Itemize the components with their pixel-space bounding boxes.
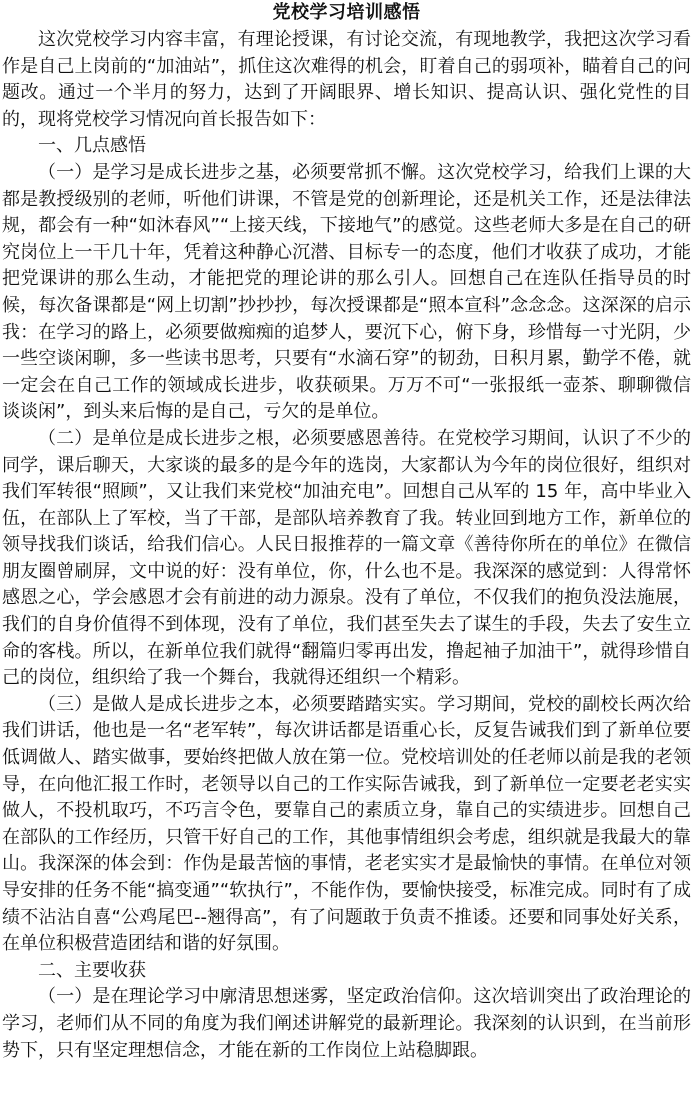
intro-paragraph: 这次党校学习内容丰富，有理论授课，有讨论交流，有现地教学，我把这次学习看作是自己上岗前的“加油站”，抓住这次难得的机会，盯着自己的弱项补，瞄着自己的问题改。通过一个半月的努力，达到了开阔眼界、增长知识、提高认识、强化党性的目的，现将党校学习情况向首长报告如下： (2, 29, 691, 130)
section1-paragraph-3: （三）是做人是成长进步之本，必须要踏踏实实。学习期间，党校的副校长两次给我们讲话，他也是一名“老军转”，每次讲话都是语重心长，反复告诫我们到了新单位要低调做人、踏实做事，要始终把做人放在第一位。党校培训处的任老师以前是我的老领导，在向他汇报工作时，老领导以自己的工作实际告诫我，到了新单位一定要老老实实做人，不投机取巧，不巧言令色，要靠自己的素质立身，靠自己的实绩进步。回想自己在部队的工作经历，只管干好自己的工作，其他事情组织会考虑，组织就是我最大的靠山。我深深的体会到：作伪是最苦恼的事情，老老实实才是最愉快的事情。在单位对领导安排的任务不能“搞变通”“软执行”，不能作伪，要愉快接受，标准完成。同时有了成绩不沾沾自喜“公鸡尾巴--翘得高”，有了问题敢于负责不推诿。还要和同事处好关系，在单位积极营造团结和谐的好氛围。 (2, 693, 691, 955)
section2-paragraph-1: （一）是在理论学习中廓清思想迷雾，坚定政治信仰。这次培训突出了政治理论的学习，老师们从不同的角度为我们阐述讲解党的最新理论。我深刻的认识到，在当前形势下，只有坚定理想信念，才能在新的工作岗位上站稳脚跟。 (2, 986, 691, 1061)
section1-paragraph-2: （二）是单位是成长进步之根，必须要感恩善待。在党校学习期间，认识了不少的同学，课后聊天，大家谈的最多的是今年的选岗，大家都认为今年的岗位很好，组织对我们军转很“照顾”，又让我们来党校“加油充电”。回想自己从军的 15 年，高中毕业入伍，在部队上了军校，当了干部，是部队培养教育了我。转业回到地方工作，新单位的领导找我们谈话，给我们信心。人民日报推荐的一篇文章《善待你所在的单位》在微信朋友圈曾刷屏，文中说的好：没有单位，你，什么也不是。我深深的感觉到：人得常怀感恩之心，学会感恩才会有前进的动力源泉。没有了单位，不仅我们的抱负没法施展，我们的自身价值得不到体现，没有了单位，我们甚至失去了谋生的手段，失去了安生立命的客栈。所以，在新单位我们就得“翻篇归零再出发，撸起袖子加油干”，就得珍惜自己的岗位，组织给了我一个舞台，我就得还组织一个精彩。 (2, 427, 691, 689)
section-heading-1: 一、几点感悟 (38, 135, 146, 157)
section1-paragraph-1: （一）是学习是成长进步之基，必须要常抓不懈。这次党校学习，给我们上课的大都是教授级别的老师，听他们讲课，不管是党的创新理论，还是机关工作，还是法律法规，都会有一种“如沐春风”“上接天线，下接地气”的感觉。这些老师大多是在自己的研究岗位上一干几十年，凭着这种静心沉潜、目标专一的态度，他们才收获了成功，才能把党课讲的那么生动，才能把党的理论讲的那么引人。回想自己在连队任指导员的时候，每次备课都是“网上切割”抄抄抄，每次授课都是“照本宣科”念念念。这深深的启示我：在学习的路上，必须要做痴痴的追梦人，要沉下心，俯下身，珍惜每一寸光阴，少一些空谈闲聊，多一些读书思考，只要有“水滴石穿”的韧劲，日积月累，勤学不倦，就一定会在自己工作的领域成长进步，收获硕果。万万不可“一张报纸一壶茶、聊聊微信谈谈闲”，到头来后悔的是自己，亏欠的是单位。 (2, 161, 691, 423)
document-title: 党校学习培训感悟 (272, 2, 421, 23)
section-heading-2: 二、主要收获 (38, 959, 146, 981)
